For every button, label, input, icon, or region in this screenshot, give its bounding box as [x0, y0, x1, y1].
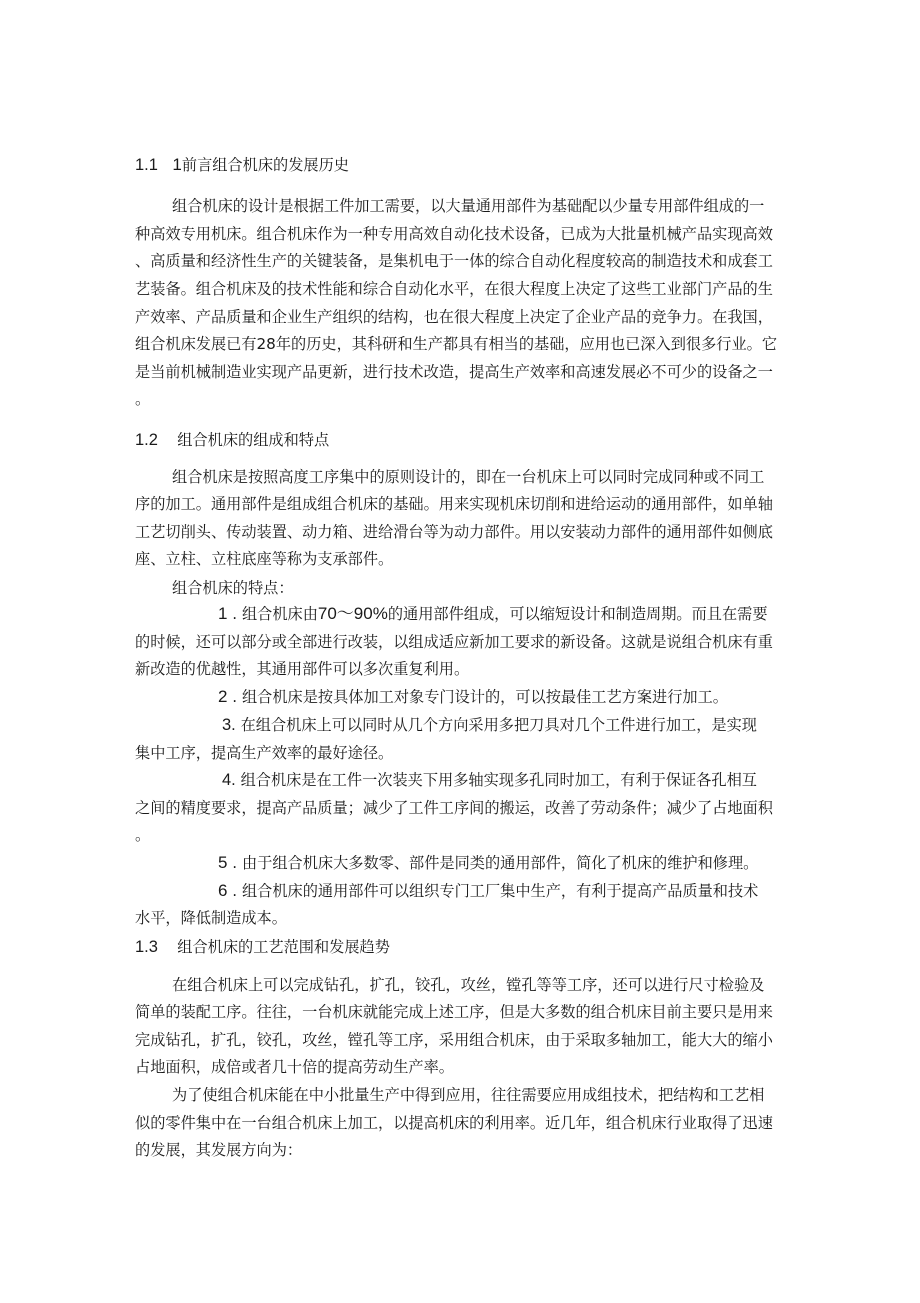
feature-number: 1	[218, 604, 228, 623]
feature-number: 5	[218, 853, 228, 872]
heading-number: 1.2	[135, 431, 158, 449]
heading-number: 1.1	[135, 156, 158, 174]
feature-text: 的通用部件组成，可以缩短设计和制造周期。而且在需要	[387, 605, 768, 623]
paragraph-line: 水平，降低制造成本。	[135, 909, 287, 927]
feature-item-4	[222, 770, 757, 790]
heading-text: 前言组合机床的发展历史	[181, 156, 349, 174]
paragraph-line: 种高效专用机床。组合机床作为一种专用高效自动化技术设备，已成为大批量机械产品实现高效	[135, 225, 773, 243]
feature-number: 3.	[222, 716, 236, 734]
section-heading-1-3	[135, 937, 390, 957]
heading-text: 组合机床的组成和特点	[177, 431, 330, 449]
paragraph-line: 的发展，其发展方向为：	[135, 1141, 303, 1159]
paragraph-line: 组合机床的特点：	[172, 579, 294, 597]
paragraph-line: 工艺切削头、传动装置、动力箱、进给滑台等为动力部件。用以安装动力部件的通用部件如侧底	[135, 523, 773, 541]
section-heading-1-1	[135, 155, 349, 175]
paragraph-line: 是当前机械制造业实现产品更新，进行技术改造，提高生产效率和高速发展必不可少的设备之一	[135, 363, 773, 381]
feature-item-6	[218, 881, 758, 901]
paragraph-line: 座、立柱、立柱底座等称为支承部件。	[135, 550, 394, 568]
heading-text: 组合机床的工艺范围和发展趋势	[177, 938, 390, 956]
paragraph-line: 组合机床发展已有28年的历史，其科研和生产都具有相当的基础，应用也已深入到很多行业。它	[135, 335, 778, 353]
feature-item-3	[222, 715, 757, 735]
paragraph-line: 组合机床的设计是根据工件加工需要，以大量通用部件为基础配以少量专用部件组成的一	[172, 197, 765, 215]
feature-text: . 组合机床由	[227, 605, 318, 623]
paragraph-line: 。	[135, 390, 151, 408]
feature-text: . 组合机床是按具体加工对象专门设计的，可以按最佳工艺方案进行加工。	[227, 688, 728, 706]
paragraph-line: 。	[135, 826, 151, 844]
feature-item-2	[218, 687, 728, 707]
paragraph-line: 似的零件集中在一台组合机床上加工，以提高机床的利用率。近几年，组合机床行业取得了迅速	[135, 1114, 773, 1132]
paragraph-line: 之间的精度要求，提高产品质量；减少了工件工序间的搬运，改善了劳动条件；减少了占地面积	[135, 799, 773, 817]
paragraph-line: 序的加工。通用部件是组成组合机床的基础。用来实现机床切削和进给运动的通用部件，如单轴	[135, 495, 773, 513]
feature-text: 组合机床是在工件一次装夹下用多轴实现多孔同时加工，有利于保证各孔相互	[235, 771, 757, 789]
paragraph-line: 简单的装配工序。往往，一台机床就能完成上述工序，但是大多数的组合机床目前主要只是用来	[135, 1003, 773, 1021]
paragraph-line: 完成钻孔，扩孔，铰孔，攻丝，镗孔等工序，采用组合机床，由于采取多轴加工，能大大的缩小	[135, 1031, 773, 1049]
paragraph-line: 产效率、产品质量和企业生产组织的结构，也在很大程度上决定了企业产品的竞争力。在我国，	[135, 308, 773, 326]
feature-number: 2	[218, 687, 228, 706]
feature-text: 在组合机床上可以同时从几个方向采用多把刀具对几个工件进行加工，是实现	[235, 716, 757, 734]
paragraph-line: 占地面积，成倍或者几十倍的提高劳动生产率。	[135, 1058, 454, 1076]
feature-number: 6	[218, 881, 228, 900]
paragraph-line: 为了使组合机床能在中小批量生产中得到应用，往往需要应用成组技术，把结构和工艺相	[172, 1086, 765, 1104]
paragraph-line: 的时候，还可以部分或全部进行改装，以组成适应新加工要求的新设备。这就是说组合机床有重	[135, 633, 773, 651]
feature-text: . 由于组合机床大多数零、部件是同类的通用部件，简化了机床的维护和修理。	[227, 854, 759, 872]
section-heading-1-2	[135, 430, 329, 450]
paragraph-line: 在组合机床上可以完成钻孔，扩孔，铰孔，攻丝，镗孔等等工序，还可以进行尺寸检验及	[172, 976, 765, 994]
feature-item-1	[218, 604, 768, 624]
feature-item-5	[218, 853, 758, 873]
heading-number: 1.3	[135, 938, 158, 956]
paragraph-line: 集中工序，提高生产效率的最好途径。	[135, 744, 394, 762]
paragraph-line: 艺装备。组合机床及的技术性能和综合自动化水平，在很大程度上决定了这些工业部门产品的生	[135, 280, 773, 298]
feature-number: 4.	[222, 771, 236, 789]
heading-prefix: 1	[172, 155, 182, 174]
feature-percent: 70～90%	[317, 604, 388, 623]
paragraph-line: 组合机床是按照高度工序集中的原则设计的，即在一台机床上可以同时完成同种或不同工	[172, 468, 765, 486]
feature-text: . 组合机床的通用部件可以组织专门工厂集中生产，有利于提高产品质量和技术	[227, 882, 759, 900]
paragraph-line: 、高质量和经济性生产的关键装备，是集机电于一体的综合自动化程度较高的制造技术和成套工	[135, 252, 773, 270]
paragraph-line: 新改造的优越性，其通用部件可以多次重复利用。	[135, 660, 470, 678]
